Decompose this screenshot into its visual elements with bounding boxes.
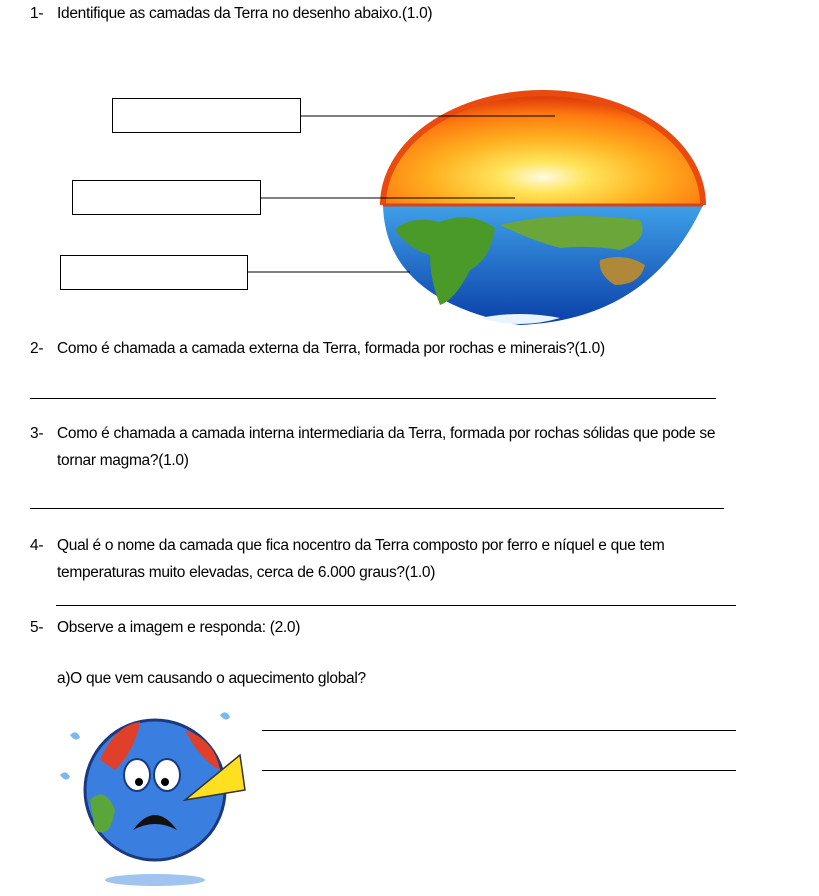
q2-number: 2- [30, 340, 44, 357]
q4-number: 4- [30, 537, 44, 554]
q3-text: Como é chamada a camada interna intermediaria da Terra, formada por rochas sólidas que pode se [57, 425, 716, 442]
sweating-earth-illustration [55, 700, 255, 890]
answer-box-crust[interactable] [112, 98, 301, 133]
q3-number: 3- [30, 425, 44, 442]
q5-text: Observe a imagem e responda: (2.0) [57, 619, 301, 636]
q2-answer-line[interactable] [30, 398, 716, 399]
q3-text-cont: tornar magma?(1.0) [57, 452, 189, 469]
q4-text: Qual é o nome da camada que fica nocentro da Terra composto por ferro e níquel e que tem [57, 537, 665, 554]
q4-answer-line[interactable] [56, 605, 736, 606]
q1-text: Identifique as camadas da Terra no desenho abaixo.(1.0) [57, 5, 433, 22]
q5a-answer-line-1[interactable] [262, 730, 736, 731]
q1-number: 1- [30, 5, 44, 22]
q3-answer-line[interactable] [30, 508, 724, 509]
mantle-core-cutaway [383, 93, 703, 205]
answer-box-mantle[interactable] [72, 180, 261, 215]
q5a-answer-line-2[interactable] [262, 770, 736, 771]
q5-number: 5- [30, 619, 44, 636]
q2-text: Como é chamada a camada externa da Terra, formada por rochas e minerais?(1.0) [57, 340, 605, 357]
q5a-text: a)O que vem causando o aquecimento global? [57, 670, 366, 687]
q4-text-cont: temperaturas muito elevadas, cerca de 6.000 graus?(1.0) [57, 564, 436, 581]
answer-box-core[interactable] [60, 255, 248, 290]
